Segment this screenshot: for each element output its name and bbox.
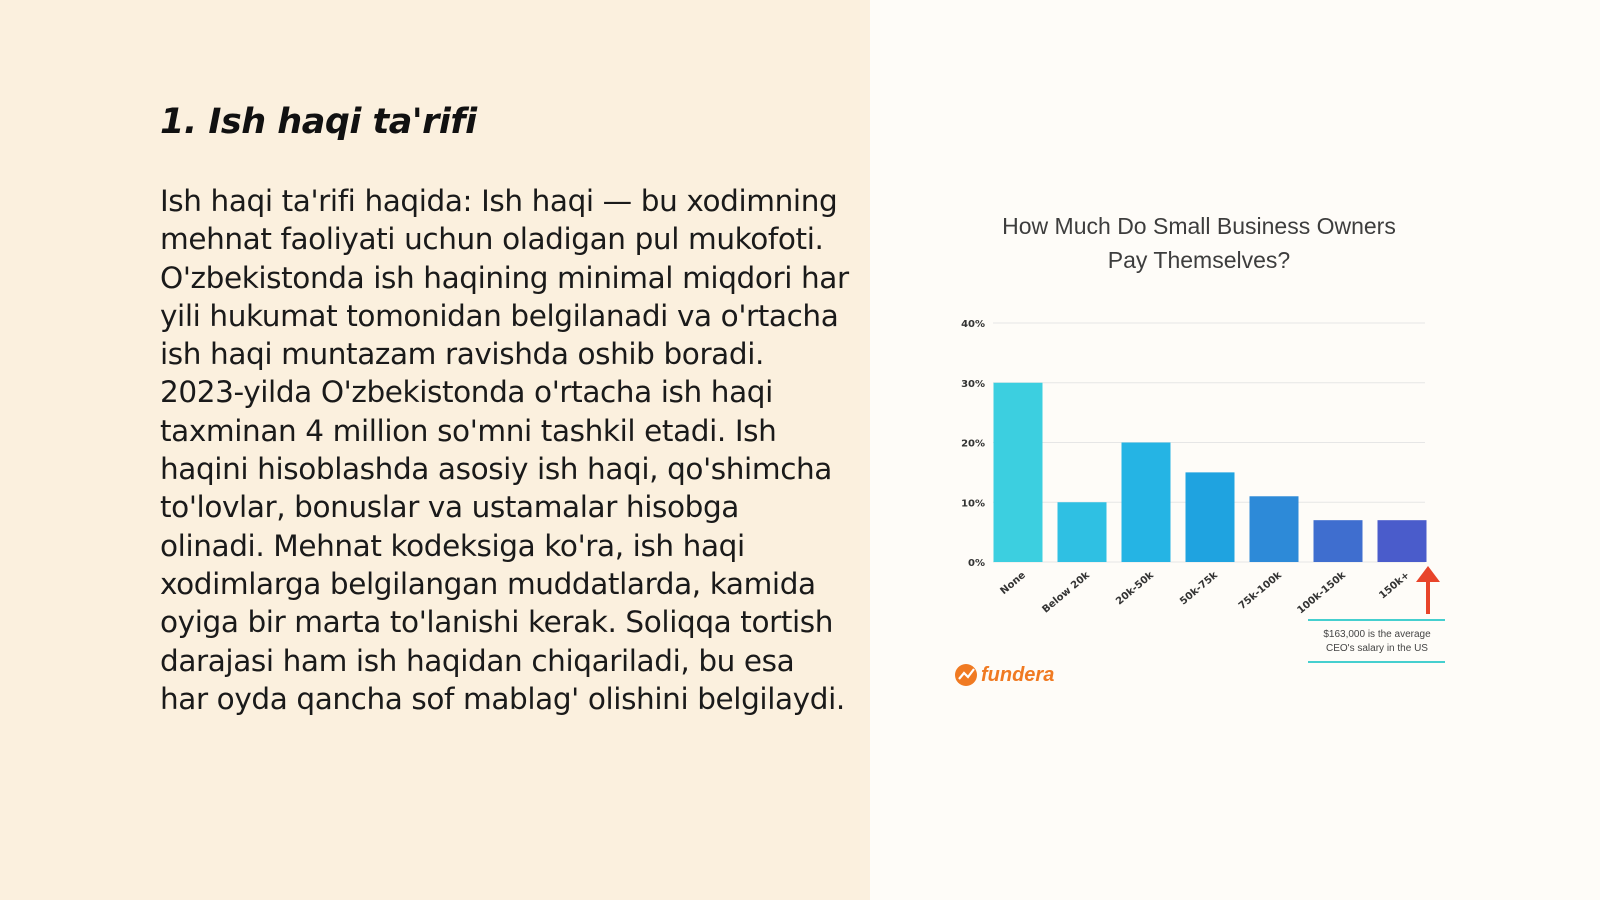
bar [1250, 496, 1299, 562]
category-labels [999, 570, 1412, 617]
bar [1186, 472, 1235, 562]
annotation-line-2: CEO's salary in the US [1326, 643, 1428, 654]
fundera-logo [955, 664, 1054, 686]
chart-title-line-2: Pay Themselves? [1107, 247, 1291, 273]
x-category-label: 150k+ [1377, 569, 1412, 602]
bar [994, 383, 1043, 562]
bar [1378, 520, 1427, 562]
bars [994, 383, 1427, 562]
slide-title: 1. Ish haqi ta'rifi [160, 102, 477, 142]
annotation-line-1: $163,000 is the average [1323, 629, 1431, 640]
y-tick-label: 40% [961, 319, 985, 330]
y-tick-label: 0% [968, 558, 985, 569]
x-category-label: 50k-75k [1178, 569, 1220, 608]
slide-body-text: Ish haqi ta'rifi haqida: Ish haqi — bu xodimning mehnat faoliyati uchun oladigan pul mukofoti. O'zbekistonda ish haqining minimal miqdori har yili hukumat tomonidan belgilanadi va o'rtacha ish haqi muntazam ravishda oshib boradi. 2023-yilda O'zbekistonda o'rtacha ish haqi taxminan 4 million so'mni tashkil etadi. Ish haqini hisoblashda asosiy ish haqi, qo'shimcha to'lovlar, bonuslar va ustamalar hisobga olinadi. Mehnat kodeksiga ko'ra, ish haqi xodimlarga belgilangan muddatlarda, kamida oyiga bir marta to'lanishi kerak. Soliqqa tortish darajasi ham ish haqidan chiqariladi, bu esa har oyda qancha sof mablag' olishini belgilaydi. [160, 184, 849, 716]
x-category-label: None [998, 569, 1028, 598]
y-tick-label: 10% [961, 498, 985, 510]
x-category-label: 20k-50k [1114, 569, 1156, 608]
x-category-label: 75k-100k [1236, 569, 1284, 612]
x-category-label: 100k-150k [1295, 569, 1348, 617]
bar [1122, 443, 1171, 563]
bar [1058, 502, 1107, 562]
bar [1314, 520, 1363, 562]
y-tick-label: 30% [961, 378, 985, 390]
y-tick-label: 20% [961, 438, 985, 450]
annotation-arrow-head [1416, 566, 1440, 582]
x-category-label: Below 20k [1040, 569, 1092, 616]
chart-title-line-1: How Much Do Small Business Owners [1002, 213, 1396, 239]
fundera-wordmark: fundera [981, 664, 1055, 686]
